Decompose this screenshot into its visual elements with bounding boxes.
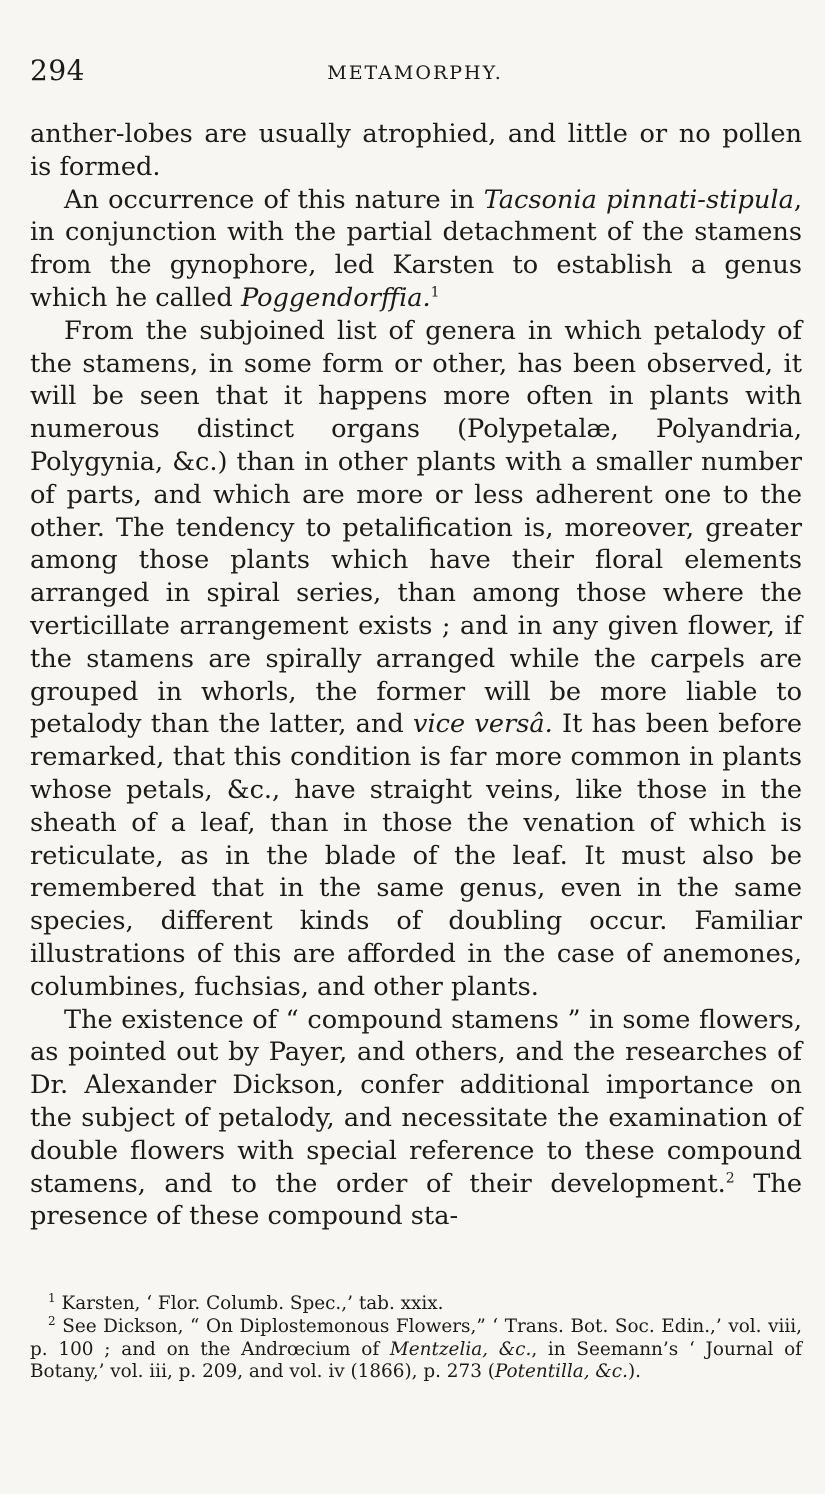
running-head: METAMORPHY.: [327, 62, 503, 84]
page-header: [30, 52, 800, 92]
species-name-tacsonia: Tacsonia pinnati-stipula: [483, 184, 794, 215]
paragraph-3: [30, 315, 802, 1004]
paragraph-2-text-a: An occurrence of this nature in: [64, 184, 484, 215]
genus-name-poggendorffia: Poggendorffia.: [240, 282, 431, 313]
footnote-1-mark: 1: [48, 1290, 56, 1305]
paragraph-2: [30, 184, 802, 315]
vice-versa-italic: vice versâ.: [413, 709, 553, 740]
body-text: [30, 118, 802, 1233]
paragraph-4-text-a: The existence of “ compound stamens ” in some flowers, as pointed out by Payer, and others, and the researches of Dr. Alexander Dickson, confer additional importance on the subject of petalody, and necessitate the examination of double flowers with special reference to these compound stamens, and to the order of their development.: [30, 1004, 802, 1199]
footnote-2: [30, 1313, 802, 1384]
footnote-2-mark: 2: [48, 1313, 56, 1328]
footnote-1: [30, 1290, 802, 1316]
footnotes: [30, 1290, 802, 1384]
footnote-2-italic-potentilla: Potentilla, &c.: [494, 1361, 628, 1383]
paragraph-1: anther-lobes are usually atrophied, and little or no pollen is formed.: [30, 119, 802, 182]
footnote-2-text-a: See Dickson, “ On Diplostemonous Flowers,” ‘ Trans. Bot. Soc. Edin.,’ vol. viii, p. 100 ; and on the Andrœcium of: [30, 1315, 802, 1360]
footnote-1-text: Karsten, ‘ Flor. Columb. Spec.,’ tab. xxix.: [61, 1293, 444, 1314]
footnote-ref-1: 1: [430, 284, 440, 301]
footnote-ref-2: 2: [725, 1169, 735, 1186]
paragraph-3-text-a: From the subjoined list of genera in which petalody of the stamens, in some form or other, has been observed, it will be seen that it happens more often in plants with numerous distinct organs (Polypetalæ, Polyandria, Polygynia, &c.) than in other plants with a smaller number of parts, and which are more or less adherent one to the other. The tendency to petalification is, moreover, greater among those plants which have their floral elements arranged in spiral series, than among those where the verticillate arrangement exists ; and in any given flower, if the stamens are spirally arranged while the carpels are grouped in whorls, the former will be more liable to petalody than the latter, and: [30, 315, 802, 740]
paragraph-4-text-b: The presence of these compound sta-: [30, 1168, 802, 1232]
footnote-2-italic-mentzelia: Mentzelia, &c.: [389, 1338, 532, 1360]
paragraph-4: [30, 1004, 802, 1234]
paragraph-2-text-b: , in conjunction with the partial detachment of the stamens from the gynophore, led Karsten to establish a genus which he called: [30, 184, 802, 313]
page-number: 294: [30, 54, 85, 87]
footnote-2-text-c: ).: [627, 1361, 641, 1383]
paragraph-3-text-b: It has been before remarked, that this condition is far more common in plants whose petals, &c., have straight veins, like those in the sheath of a leaf, than in those the venation of which is reticulate, as in the blade of the leaf. It must also be remembered that in the same genus, even in the same species, different kinds of doubling occur. Familiar illustrations of this are afforded in the case of anemones, columbines, fuchsias, and other plants.: [30, 709, 802, 1002]
footnote-2-text-b: , in Seemann’s ‘ Journal of Botany,’ vol. iii, p. 209, and vol. iv (1866), p. 273 (: [30, 1338, 802, 1383]
